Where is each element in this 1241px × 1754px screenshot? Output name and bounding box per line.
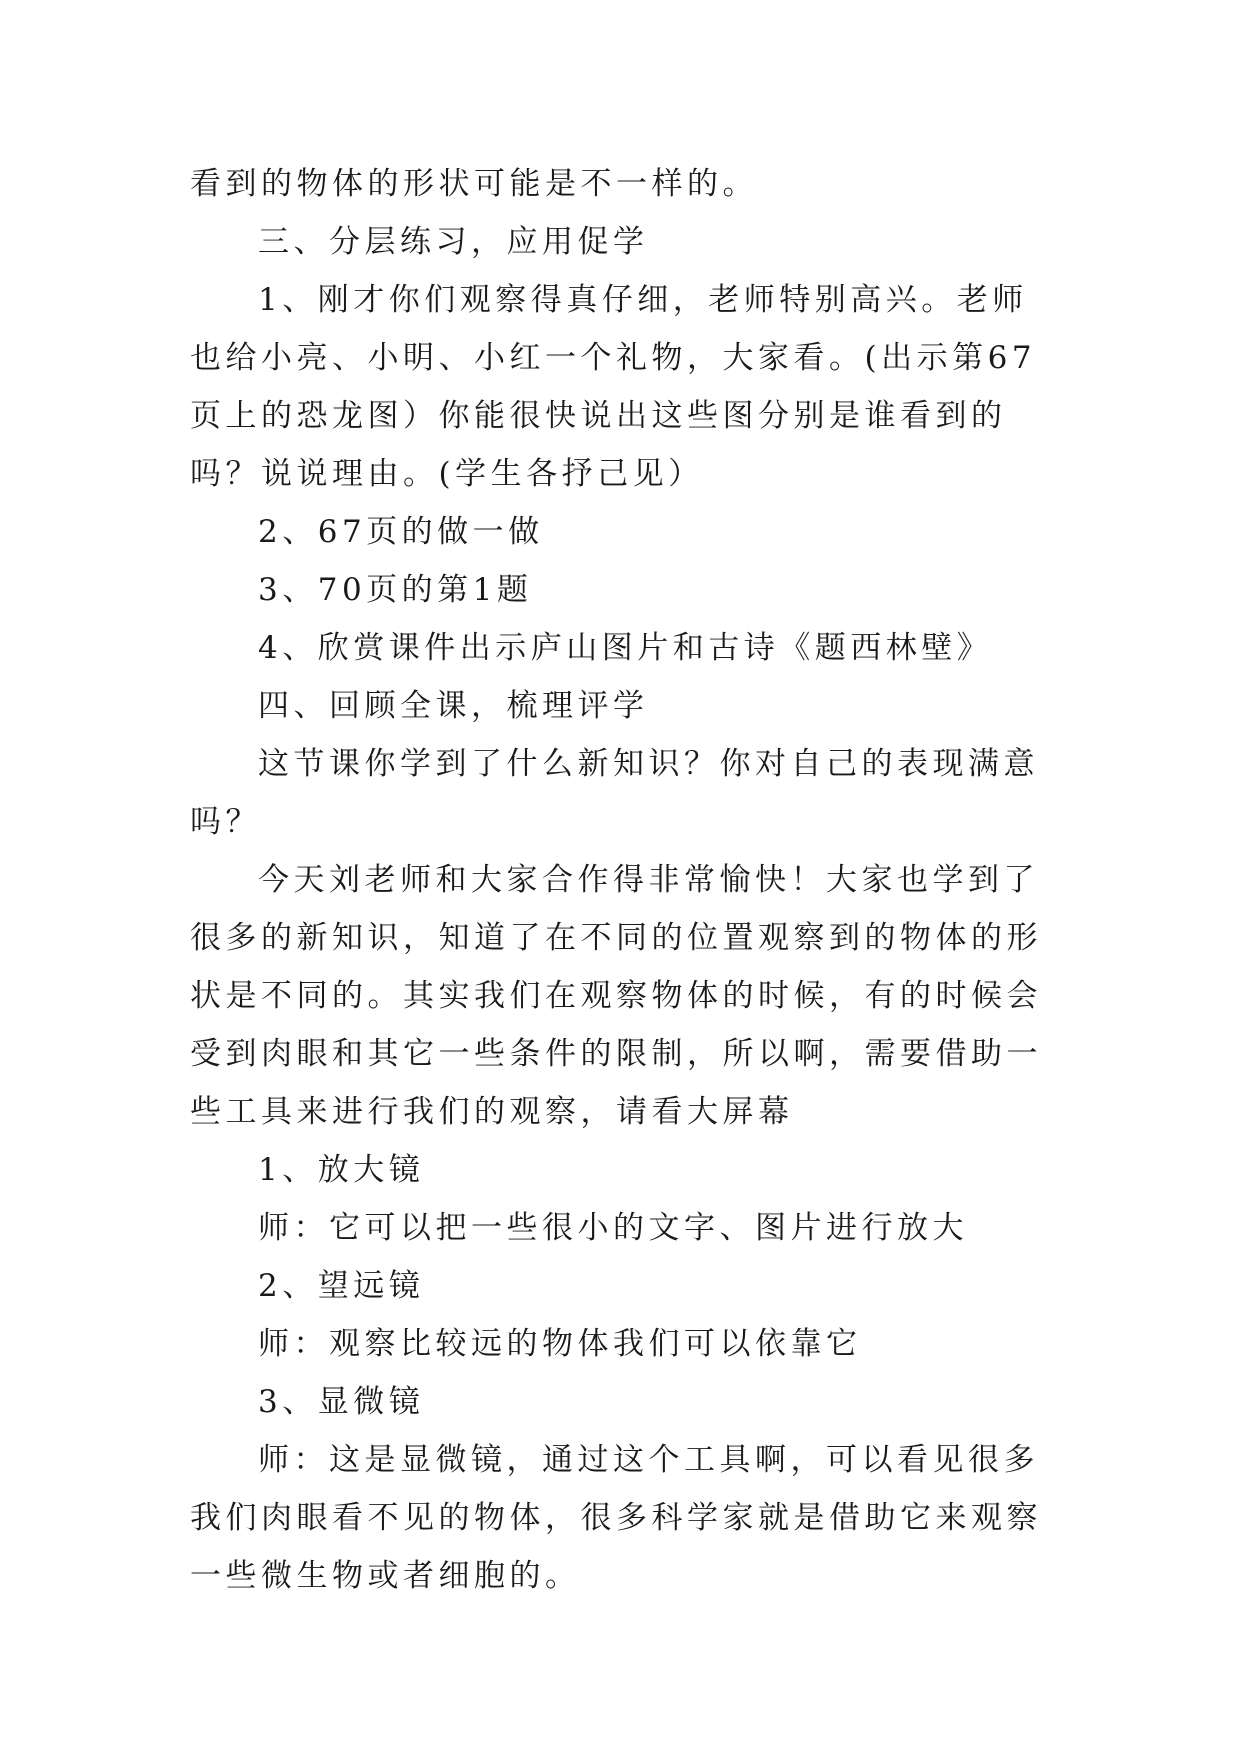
list-item-telescope: 2、望远镜 (258, 1268, 425, 1304)
list-item-microscope: 3、显微镜 (258, 1384, 425, 1420)
section-heading-layered-practice: 三、分层练习，应用促学 (258, 224, 649, 260)
list-item-page-67: 2、67页的做一做 (258, 514, 544, 550)
list-item-page-70: 3、70页的第1题 (258, 572, 533, 608)
paragraph-continuation: 看到的物体的形状可能是不一样的。 (190, 166, 758, 202)
paragraph-dinosaur-exercise: 1、刚才你们观察得真仔细，老师特别高兴。老师也给小亮、小明、小红一个礼物，大家看。(出示第67页上的恐龙图）你能很快说出这些图分别是谁看到的吗？说说理由。(学生各抒己见） (190, 282, 1037, 492)
paragraph-summary: 今天刘老师和大家合作得非常愉快！大家也学到了很多的新知识，知道了在不同的位置观察到的物体的形状是不同的。其实我们在观察物体的时候，有的时候会受到肉眼和其它一些条件的限制，所以啊，需要借助一些工具来进行我们的观察，请看大屏幕 (190, 862, 1042, 1130)
document-body (190, 155, 1052, 1605)
list-item-magnifier: 1、放大镜 (258, 1152, 425, 1188)
paragraph-telescope-note: 师：观察比较远的物体我们可以依靠它 (258, 1326, 862, 1362)
paragraph-question: 这节课你学到了什么新知识？你对自己的表现满意吗？ (190, 746, 1039, 840)
list-item-lushan-poem: 4、欣赏课件出示庐山图片和古诗《题西林壁》 (258, 630, 993, 666)
paragraph-microscope-note: 师：这是显微镜，通过这个工具啊，可以看见很多我们肉眼看不见的物体，很多科学家就是借助它来观察一些微生物或者细胞的。 (190, 1442, 1042, 1594)
paragraph-magnifier-note: 师：它可以把一些很小的文字、图片进行放大 (258, 1210, 968, 1246)
section-heading-review: 四、回顾全课，梳理评学 (258, 688, 649, 724)
